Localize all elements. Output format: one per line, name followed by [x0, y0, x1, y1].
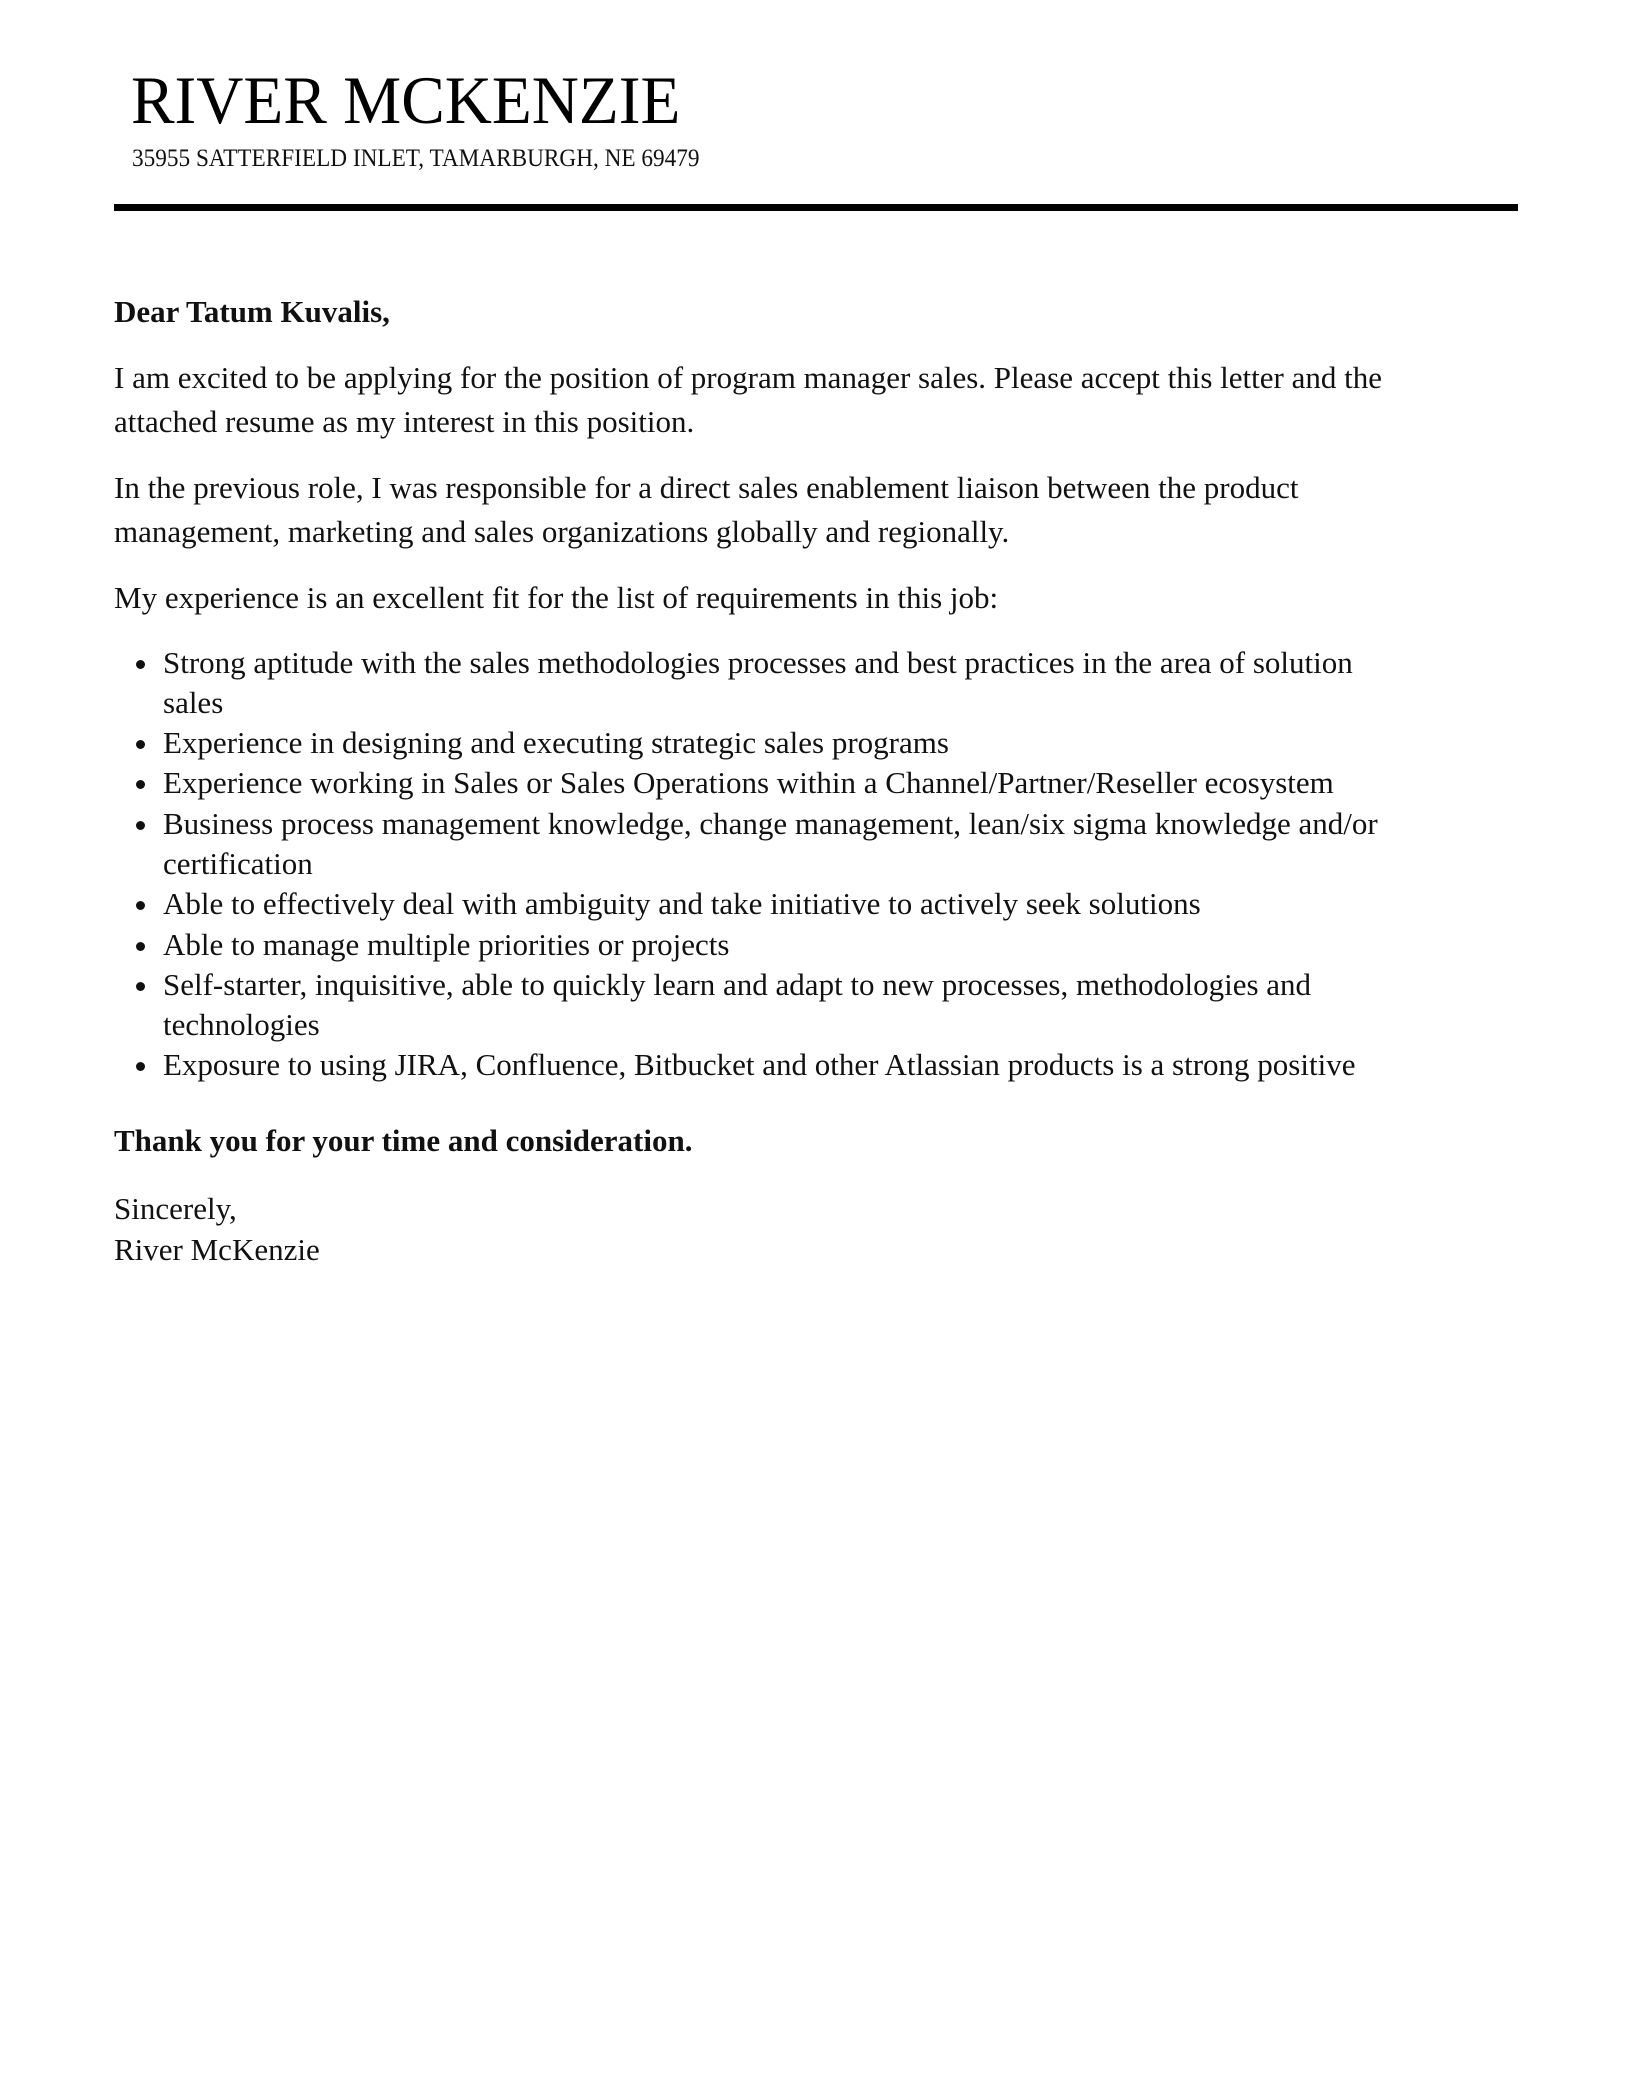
paragraph-intro — [114, 356, 1518, 443]
paragraph-line: I am excited to be applying for the position of program manager sales. Please accept this letter and the — [114, 360, 1382, 395]
list-item-line: Able to effectively deal with ambiguity and take initiative to actively seek solutions — [163, 886, 1201, 922]
list-item-line: sales — [163, 684, 224, 720]
cover-letter-page — [114, 0, 1518, 1267]
bullet-icon — [136, 780, 145, 789]
list-item-line: Self-starter, inquisitive, able to quickly learn and adapt to new processes, methodologies and — [163, 966, 1312, 1002]
paragraph-previous-role — [114, 466, 1518, 553]
bullet-icon — [136, 901, 145, 910]
bullet-icon — [136, 982, 145, 991]
list-item — [114, 804, 1518, 885]
paragraph-line: management, marketing and sales organizations globally and regionally. — [114, 513, 1010, 549]
signoff: Sincerely, — [114, 1190, 237, 1226]
paragraph-line: attached resume as my interest in this position. — [114, 403, 695, 439]
header-divider — [114, 204, 1518, 211]
paragraph-line: My experience is an excellent fit for the list of requirements in this job: — [114, 580, 999, 615]
signature: River McKenzie — [114, 1231, 320, 1267]
bullet-icon — [136, 821, 145, 830]
signoff-block — [114, 1188, 1518, 1270]
letter-header — [114, 0, 1518, 212]
list-item — [114, 965, 1518, 1046]
list-item-line: Business process management knowledge, change management, lean/six sigma knowledge and/or — [163, 805, 1378, 841]
list-item-line: certification — [163, 845, 313, 881]
letter-body — [114, 290, 1518, 1270]
bullet-icon — [136, 740, 145, 749]
list-item-line: Exposure to using JIRA, Confluence, Bitbucket and other Atlassian products is a strong positive — [163, 1047, 1356, 1083]
list-item-line: Experience working in Sales or Sales Operations within a Channel/Partner/Reseller ecosystem — [163, 765, 1334, 801]
bullet-icon — [136, 660, 145, 669]
paragraph-line: In the previous role, I was responsible for a direct sales enablement liaison between the product — [114, 470, 1299, 505]
list-item-line: Able to manage multiple priorities or projects — [163, 926, 730, 962]
applicant-address: 35955 SATTERFIELD INLET, TAMARBURGH, NE 69479 — [132, 145, 700, 172]
requirements-list — [114, 643, 1518, 1086]
applicant-name: RIVER MCKENZIE — [131, 62, 681, 138]
list-item — [114, 643, 1518, 724]
list-item — [114, 763, 1518, 803]
list-item-line: technologies — [163, 1007, 320, 1043]
closing-statement: Thank you for your time and consideration. — [114, 1122, 693, 1158]
list-item — [114, 884, 1518, 924]
list-item — [114, 925, 1518, 965]
paragraph-requirements-intro — [114, 576, 1518, 620]
bullet-icon — [136, 1062, 145, 1071]
list-item-line: Experience in designing and executing strategic sales programs — [163, 725, 949, 761]
salutation: Dear Tatum Kuvalis, — [114, 294, 390, 329]
list-item-line: Strong aptitude with the sales methodologies processes and best practices in the area of solution — [163, 644, 1353, 680]
list-item — [114, 723, 1518, 763]
list-item — [114, 1045, 1518, 1085]
bullet-icon — [136, 942, 145, 951]
